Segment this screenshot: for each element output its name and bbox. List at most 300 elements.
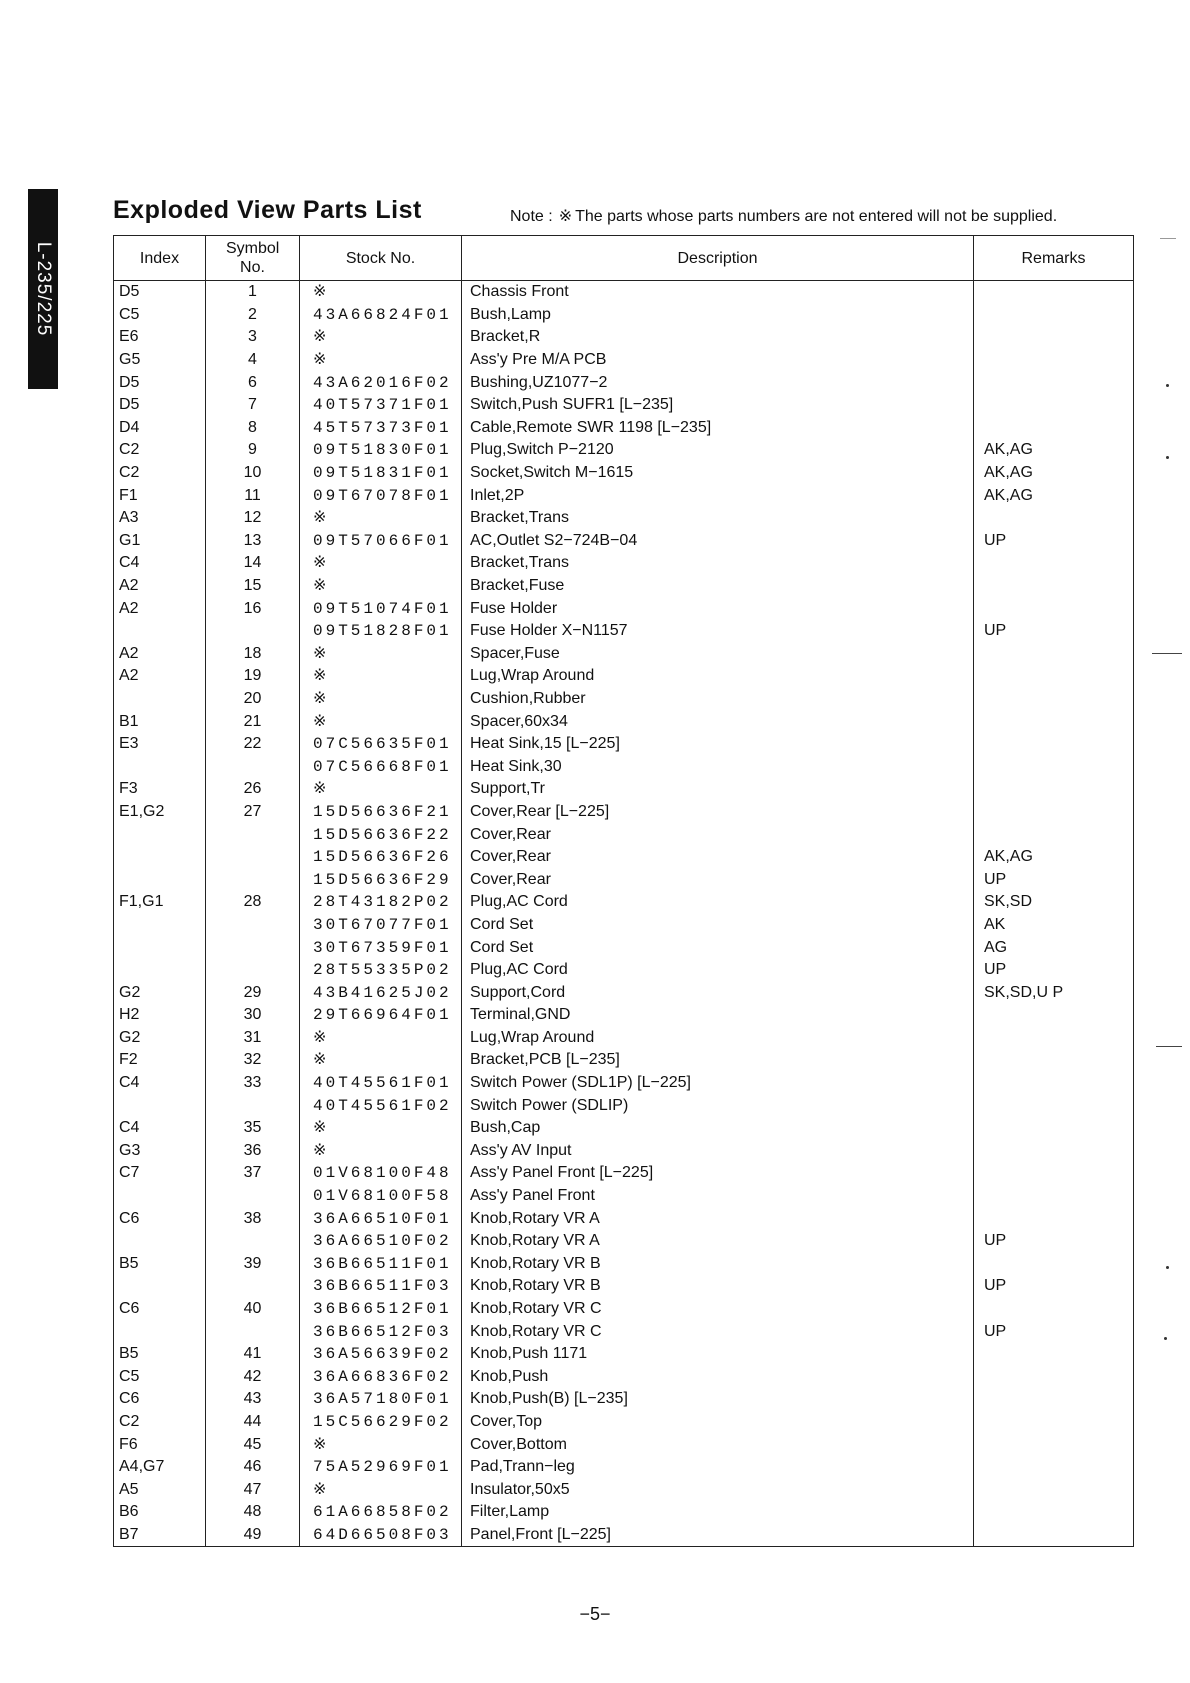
row-description: Pad,Trann−leg — [462, 1456, 974, 1479]
row-description: Bushing,UZ1077−2 — [462, 371, 974, 394]
table-row — [114, 1049, 1134, 1072]
row-description: Heat Sink,15 [L−225] — [462, 733, 974, 756]
edge-mark — [1160, 238, 1176, 239]
row-index — [114, 755, 206, 778]
row-remarks — [974, 665, 1134, 688]
row-index: G3 — [114, 1140, 206, 1163]
row-remarks: UP — [974, 1275, 1134, 1298]
row-index: H2 — [114, 1004, 206, 1027]
row-symbol-no: 6 — [206, 371, 300, 394]
row-remarks — [974, 1388, 1134, 1411]
table-row — [114, 1230, 1134, 1253]
row-symbol-no: 28 — [206, 891, 300, 914]
row-description: Knob,Push(B) [L−235] — [462, 1388, 974, 1411]
row-remarks — [974, 1027, 1134, 1050]
table-row — [114, 575, 1134, 598]
row-remarks — [974, 1004, 1134, 1027]
row-description: Cushion,Rubber — [462, 688, 974, 711]
row-index — [114, 823, 206, 846]
row-remarks: AG — [974, 936, 1134, 959]
row-symbol-no: 10 — [206, 462, 300, 485]
row-symbol-no: 46 — [206, 1456, 300, 1479]
row-index: B1 — [114, 710, 206, 733]
table-row — [114, 1140, 1134, 1163]
row-symbol-no — [206, 1185, 300, 1208]
col-header-symbol-no: Symbol No. — [206, 236, 300, 281]
table-row — [114, 914, 1134, 937]
row-symbol-no: 40 — [206, 1298, 300, 1321]
row-description: Knob,Rotary VR B — [462, 1275, 974, 1298]
table-row — [114, 1185, 1134, 1208]
row-remarks — [974, 1366, 1134, 1389]
row-symbol-no: 18 — [206, 643, 300, 666]
row-stock-no: 09T51831F01 — [300, 462, 462, 485]
row-stock-no: 15D56636F21 — [300, 801, 462, 824]
row-symbol-no: 27 — [206, 801, 300, 824]
row-stock-no: 09T51830F01 — [300, 439, 462, 462]
row-stock-no: 36A57180F01 — [300, 1388, 462, 1411]
table-row — [114, 643, 1134, 666]
row-description: Ass'y Panel Front [L−225] — [462, 1162, 974, 1185]
row-description: Lug,Wrap Around — [462, 665, 974, 688]
row-description: Switch Power (SDL1P) [L−225] — [462, 1072, 974, 1095]
row-stock-no: 09T51074F01 — [300, 597, 462, 620]
row-description: Knob,Rotary VR B — [462, 1253, 974, 1276]
row-description: Cord Set — [462, 936, 974, 959]
row-index — [114, 1185, 206, 1208]
row-index — [114, 936, 206, 959]
edge-dot — [1166, 384, 1169, 387]
row-description: Bracket,R — [462, 326, 974, 349]
row-index: C6 — [114, 1207, 206, 1230]
row-description: Knob,Rotary VR A — [462, 1230, 974, 1253]
page-title: Exploded View Parts List — [113, 196, 422, 224]
row-index: A3 — [114, 507, 206, 530]
row-stock-no: 28T43182P02 — [300, 891, 462, 914]
row-remarks — [974, 552, 1134, 575]
table-row — [114, 484, 1134, 507]
row-symbol-no: 20 — [206, 688, 300, 711]
row-index: F1,G1 — [114, 891, 206, 914]
table-row — [114, 1207, 1134, 1230]
row-stock-no: 30T67359F01 — [300, 936, 462, 959]
row-symbol-no: 7 — [206, 394, 300, 417]
row-stock-no: ※ — [300, 281, 462, 304]
row-index: D5 — [114, 394, 206, 417]
row-symbol-no — [206, 1094, 300, 1117]
table-row — [114, 710, 1134, 733]
row-index — [114, 1230, 206, 1253]
row-stock-no: 36A66510F01 — [300, 1207, 462, 1230]
row-index: B6 — [114, 1501, 206, 1524]
row-remarks: AK,AG — [974, 484, 1134, 507]
row-index — [114, 1094, 206, 1117]
row-remarks — [974, 801, 1134, 824]
row-description: Terminal,GND — [462, 1004, 974, 1027]
parts-table-header — [114, 236, 1134, 281]
row-index: D5 — [114, 281, 206, 304]
row-index — [114, 620, 206, 643]
row-symbol-no — [206, 914, 300, 937]
row-description: Support,Tr — [462, 778, 974, 801]
row-symbol-no: 8 — [206, 417, 300, 440]
row-description: Bracket,PCB [L−235] — [462, 1049, 974, 1072]
row-description: Cable,Remote SWR 1198 [L−235] — [462, 417, 974, 440]
row-remarks — [974, 1501, 1134, 1524]
row-symbol-no: 19 — [206, 665, 300, 688]
row-index — [114, 688, 206, 711]
row-index: A2 — [114, 643, 206, 666]
row-symbol-no: 13 — [206, 530, 300, 553]
row-remarks — [974, 1253, 1134, 1276]
row-symbol-no: 4 — [206, 349, 300, 372]
table-row — [114, 371, 1134, 394]
row-remarks — [974, 1094, 1134, 1117]
row-index: F1 — [114, 484, 206, 507]
row-index: C5 — [114, 304, 206, 327]
row-remarks — [974, 1140, 1134, 1163]
row-description: Knob,Rotary VR A — [462, 1207, 974, 1230]
row-remarks: AK,AG — [974, 846, 1134, 869]
row-description: Chassis Front — [462, 281, 974, 304]
row-stock-no: ※ — [300, 1478, 462, 1501]
row-symbol-no: 15 — [206, 575, 300, 598]
row-stock-no: ※ — [300, 552, 462, 575]
row-index: F2 — [114, 1049, 206, 1072]
row-description: Spacer,Fuse — [462, 643, 974, 666]
row-stock-no: 64D66508F03 — [300, 1524, 462, 1547]
row-description: Bracket,Trans — [462, 552, 974, 575]
row-symbol-no: 9 — [206, 439, 300, 462]
table-row — [114, 1433, 1134, 1456]
table-row — [114, 936, 1134, 959]
edge-dot — [1166, 1266, 1169, 1269]
row-index: G2 — [114, 1027, 206, 1050]
row-index: E6 — [114, 326, 206, 349]
row-stock-no: ※ — [300, 1049, 462, 1072]
table-row — [114, 1094, 1134, 1117]
row-remarks: UP — [974, 1230, 1134, 1253]
row-description: AC,Outlet S2−724B−04 — [462, 530, 974, 553]
row-stock-no: 15D56636F26 — [300, 846, 462, 869]
row-index — [114, 868, 206, 891]
row-stock-no: 29T66964F01 — [300, 1004, 462, 1027]
row-index: C2 — [114, 439, 206, 462]
table-row — [114, 304, 1134, 327]
edge-mark — [1152, 653, 1182, 654]
table-row — [114, 823, 1134, 846]
row-stock-no: 36A66836F02 — [300, 1366, 462, 1389]
row-remarks — [974, 643, 1134, 666]
table-row — [114, 1027, 1134, 1050]
row-stock-no: 01V68100F58 — [300, 1185, 462, 1208]
row-symbol-no: 11 — [206, 484, 300, 507]
row-index: F3 — [114, 778, 206, 801]
table-row — [114, 1343, 1134, 1366]
row-description: Spacer,60x34 — [462, 710, 974, 733]
row-description: Cover,Rear [L−225] — [462, 801, 974, 824]
row-description: Bush,Cap — [462, 1117, 974, 1140]
row-stock-no: 36B66511F03 — [300, 1275, 462, 1298]
table-row — [114, 439, 1134, 462]
table-row — [114, 1411, 1134, 1434]
row-symbol-no — [206, 1275, 300, 1298]
row-symbol-no: 26 — [206, 778, 300, 801]
row-stock-no: ※ — [300, 507, 462, 530]
row-index — [114, 914, 206, 937]
table-row — [114, 1004, 1134, 1027]
row-remarks — [974, 371, 1134, 394]
table-row — [114, 462, 1134, 485]
model-side-tab — [28, 189, 58, 389]
row-symbol-no: 2 — [206, 304, 300, 327]
table-row — [114, 552, 1134, 575]
row-index: A5 — [114, 1478, 206, 1501]
row-symbol-no: 30 — [206, 1004, 300, 1027]
row-symbol-no: 31 — [206, 1027, 300, 1050]
row-stock-no: ※ — [300, 1117, 462, 1140]
row-symbol-no: 35 — [206, 1117, 300, 1140]
model-side-tab-label: L-235/225 — [33, 241, 54, 337]
table-row — [114, 801, 1134, 824]
row-index: B5 — [114, 1343, 206, 1366]
table-row — [114, 1117, 1134, 1140]
row-symbol-no: 36 — [206, 1140, 300, 1163]
row-description: Switch Power (SDLIP) — [462, 1094, 974, 1117]
table-row — [114, 507, 1134, 530]
row-remarks: UP — [974, 620, 1134, 643]
row-description: Lug,Wrap Around — [462, 1027, 974, 1050]
row-stock-no: ※ — [300, 326, 462, 349]
row-symbol-no: 33 — [206, 1072, 300, 1095]
row-index: C2 — [114, 1411, 206, 1434]
row-remarks — [974, 778, 1134, 801]
row-stock-no: 45T57373F01 — [300, 417, 462, 440]
edge-mark — [1156, 1046, 1182, 1047]
row-description: Socket,Switch M−1615 — [462, 462, 974, 485]
row-symbol-no — [206, 846, 300, 869]
row-description: Filter,Lamp — [462, 1501, 974, 1524]
table-row — [114, 1275, 1134, 1298]
row-index: C4 — [114, 1072, 206, 1095]
table-row — [114, 1320, 1134, 1343]
col-header-description: Description — [462, 236, 974, 281]
row-description: Knob,Push 1171 — [462, 1343, 974, 1366]
row-description: Bush,Lamp — [462, 304, 974, 327]
row-remarks: UP — [974, 959, 1134, 982]
row-symbol-no — [206, 959, 300, 982]
row-description: Plug,AC Cord — [462, 959, 974, 982]
row-remarks — [974, 349, 1134, 372]
row-description: Fuse Holder — [462, 597, 974, 620]
row-remarks — [974, 575, 1134, 598]
row-remarks — [974, 417, 1134, 440]
row-index: G5 — [114, 349, 206, 372]
row-description: Cord Set — [462, 914, 974, 937]
row-index: C4 — [114, 552, 206, 575]
table-row — [114, 1253, 1134, 1276]
parts-table — [113, 235, 1134, 1547]
row-remarks — [974, 1072, 1134, 1095]
table-row — [114, 778, 1134, 801]
row-index: D5 — [114, 371, 206, 394]
parts-table-body — [114, 281, 1134, 1547]
row-description: Knob,Rotary VR C — [462, 1320, 974, 1343]
table-row — [114, 688, 1134, 711]
row-symbol-no: 22 — [206, 733, 300, 756]
row-description: Cover,Rear — [462, 823, 974, 846]
row-stock-no: 15C56629F02 — [300, 1411, 462, 1434]
row-remarks — [974, 733, 1134, 756]
row-description: Support,Cord — [462, 981, 974, 1004]
table-row — [114, 530, 1134, 553]
row-index: C2 — [114, 462, 206, 485]
row-symbol-no — [206, 823, 300, 846]
row-symbol-no: 21 — [206, 710, 300, 733]
row-stock-no: ※ — [300, 665, 462, 688]
row-stock-no: ※ — [300, 778, 462, 801]
row-index: F6 — [114, 1433, 206, 1456]
row-index: A2 — [114, 575, 206, 598]
table-row — [114, 868, 1134, 891]
table-row — [114, 1366, 1134, 1389]
row-remarks — [974, 710, 1134, 733]
row-stock-no: 36A66510F02 — [300, 1230, 462, 1253]
note-label: Note : — [510, 208, 553, 225]
row-index: C4 — [114, 1117, 206, 1140]
table-row — [114, 1456, 1134, 1479]
row-index: D4 — [114, 417, 206, 440]
row-index: B7 — [114, 1524, 206, 1547]
edge-dot — [1166, 456, 1169, 459]
table-row — [114, 597, 1134, 620]
row-description: Cover,Bottom — [462, 1433, 974, 1456]
note-text: The parts whose parts numbers are not entered will not be supplied. — [575, 208, 1058, 225]
row-remarks — [974, 304, 1134, 327]
row-remarks: UP — [974, 868, 1134, 891]
row-stock-no: 40T45561F02 — [300, 1094, 462, 1117]
col-header-stock-no: Stock No. — [300, 236, 462, 281]
row-index: C6 — [114, 1298, 206, 1321]
row-stock-no: ※ — [300, 710, 462, 733]
row-stock-no: 07C56635F01 — [300, 733, 462, 756]
table-row — [114, 733, 1134, 756]
row-description: Plug,Switch P−2120 — [462, 439, 974, 462]
note-symbol: ※ — [558, 208, 573, 225]
row-stock-no: 09T51828F01 — [300, 620, 462, 643]
page-number: −5− — [579, 1604, 611, 1624]
row-stock-no: ※ — [300, 1433, 462, 1456]
supply-note — [510, 206, 1057, 226]
table-row — [114, 281, 1134, 304]
table-row — [114, 1072, 1134, 1095]
row-stock-no: 61A66858F02 — [300, 1501, 462, 1524]
row-description: Plug,AC Cord — [462, 891, 974, 914]
row-symbol-no: 32 — [206, 1049, 300, 1072]
row-symbol-no — [206, 868, 300, 891]
row-stock-no: 30T67077F01 — [300, 914, 462, 937]
table-row — [114, 620, 1134, 643]
row-remarks — [974, 1456, 1134, 1479]
table-row — [114, 1501, 1134, 1524]
row-stock-no: 07C56668F01 — [300, 755, 462, 778]
row-index: C6 — [114, 1388, 206, 1411]
table-row — [114, 665, 1134, 688]
row-description: Inlet,2P — [462, 484, 974, 507]
row-description: Insulator,50x5 — [462, 1478, 974, 1501]
row-remarks — [974, 1411, 1134, 1434]
row-remarks: AK,AG — [974, 439, 1134, 462]
col-header-remarks: Remarks — [974, 236, 1134, 281]
row-remarks — [974, 326, 1134, 349]
row-stock-no: 15D56636F29 — [300, 868, 462, 891]
table-row — [114, 981, 1134, 1004]
row-symbol-no — [206, 755, 300, 778]
row-description: Cover,Top — [462, 1411, 974, 1434]
row-symbol-no: 1 — [206, 281, 300, 304]
row-symbol-no — [206, 1230, 300, 1253]
table-row — [114, 1162, 1134, 1185]
row-remarks — [974, 1478, 1134, 1501]
row-symbol-no: 38 — [206, 1207, 300, 1230]
row-description: Ass'y AV Input — [462, 1140, 974, 1163]
row-description: Ass'y Pre M/A PCB — [462, 349, 974, 372]
row-symbol-no: 14 — [206, 552, 300, 575]
row-stock-no: 15D56636F22 — [300, 823, 462, 846]
row-remarks — [974, 394, 1134, 417]
row-symbol-no — [206, 620, 300, 643]
row-description: Bracket,Fuse — [462, 575, 974, 598]
row-description: Cover,Rear — [462, 868, 974, 891]
row-stock-no: 40T57371F01 — [300, 394, 462, 417]
row-stock-no: ※ — [300, 1027, 462, 1050]
row-remarks — [974, 1049, 1134, 1072]
row-stock-no: ※ — [300, 349, 462, 372]
row-symbol-no: 37 — [206, 1162, 300, 1185]
row-symbol-no: 42 — [206, 1366, 300, 1389]
row-remarks — [974, 688, 1134, 711]
row-stock-no: ※ — [300, 1140, 462, 1163]
row-stock-no: 36B66512F03 — [300, 1320, 462, 1343]
row-stock-no: ※ — [300, 643, 462, 666]
row-remarks — [974, 507, 1134, 530]
row-stock-no: 36A56639F02 — [300, 1343, 462, 1366]
row-remarks: AK,AG — [974, 462, 1134, 485]
row-remarks — [974, 281, 1134, 304]
row-stock-no: 01V68100F48 — [300, 1162, 462, 1185]
row-stock-no: 36B66512F01 — [300, 1298, 462, 1321]
row-description: Cover,Rear — [462, 846, 974, 869]
edge-dot — [1164, 1337, 1167, 1340]
row-stock-no: ※ — [300, 688, 462, 711]
row-index: E1,G2 — [114, 801, 206, 824]
row-remarks — [974, 1117, 1134, 1140]
row-index — [114, 959, 206, 982]
row-symbol-no: 47 — [206, 1478, 300, 1501]
row-index: C7 — [114, 1162, 206, 1185]
row-symbol-no: 3 — [206, 326, 300, 349]
table-row — [114, 1298, 1134, 1321]
row-symbol-no: 45 — [206, 1433, 300, 1456]
row-symbol-no: 39 — [206, 1253, 300, 1276]
row-index: C5 — [114, 1366, 206, 1389]
row-description: Ass'y Panel Front — [462, 1185, 974, 1208]
table-row — [114, 891, 1134, 914]
table-row — [114, 959, 1134, 982]
row-stock-no: 43A66824F01 — [300, 304, 462, 327]
table-row — [114, 1388, 1134, 1411]
row-symbol-no — [206, 1320, 300, 1343]
